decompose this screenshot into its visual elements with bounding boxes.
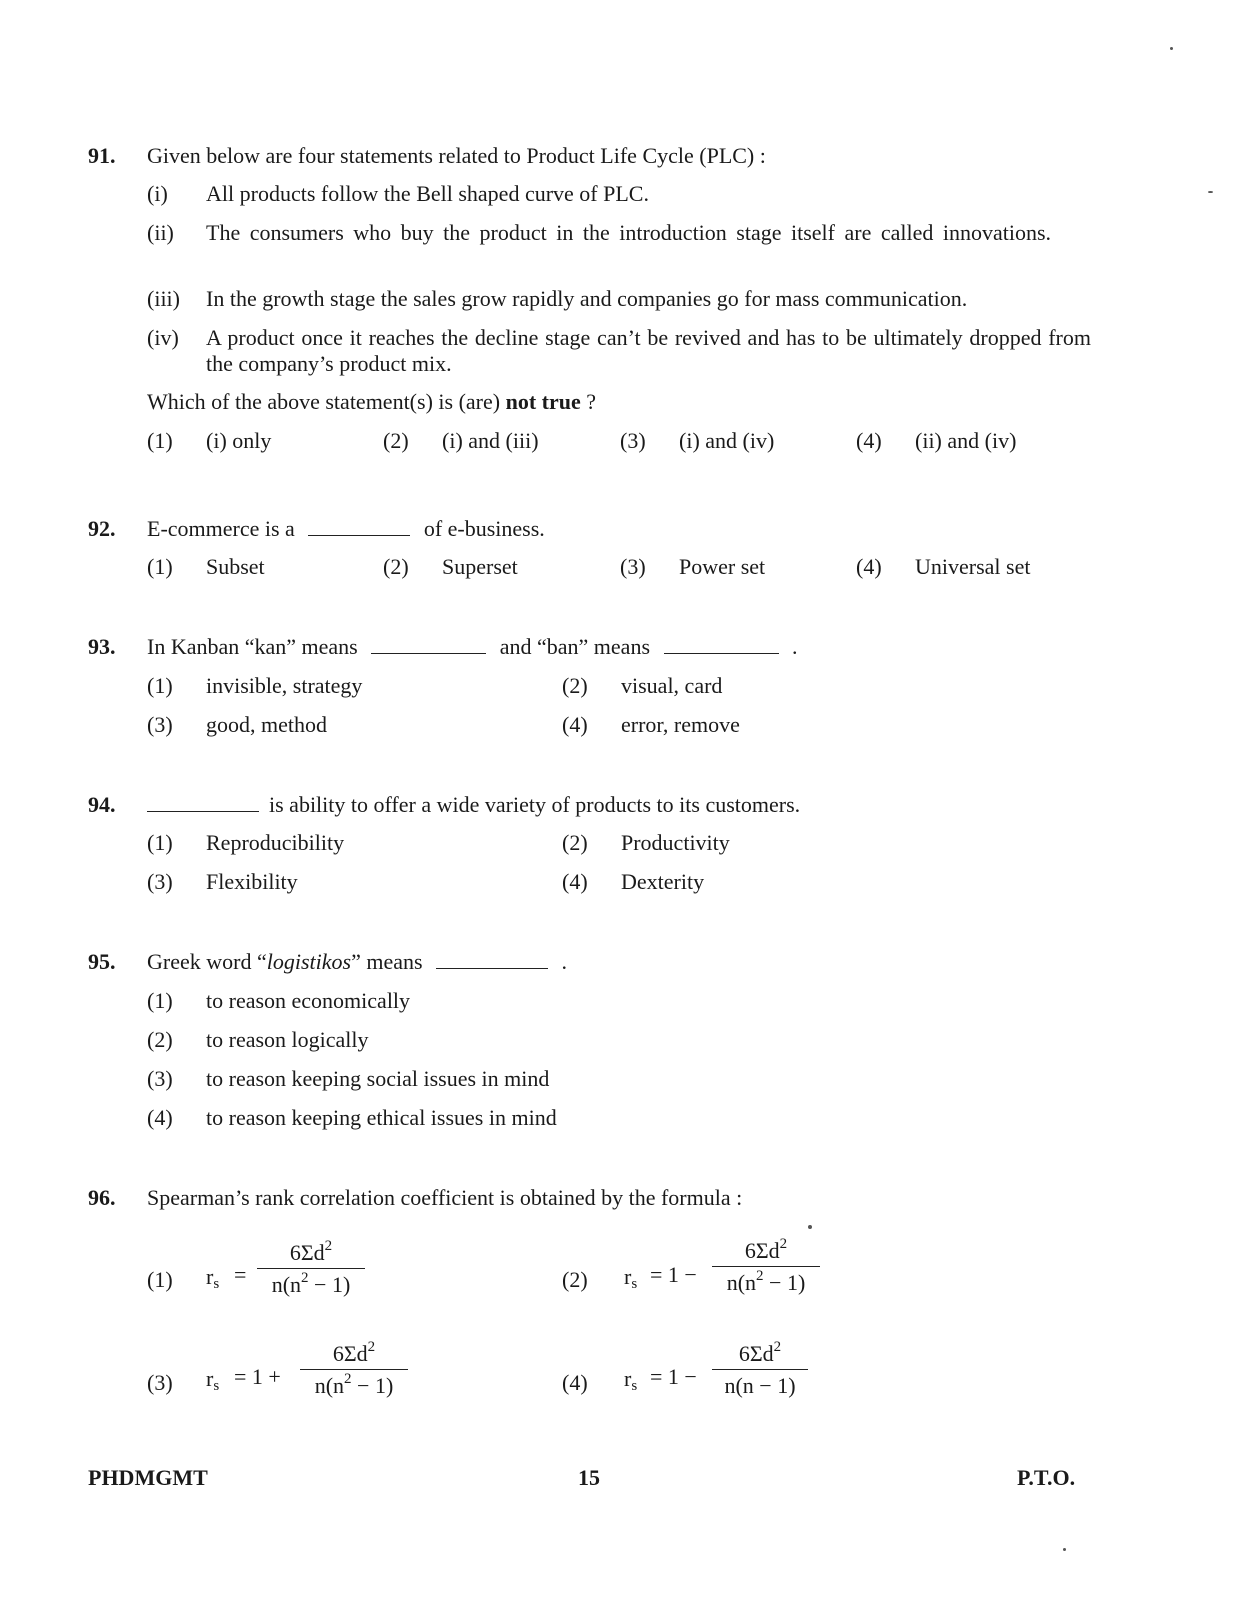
lhs-subscript: s bbox=[631, 1276, 638, 1292]
pto-note: P.T.O. bbox=[1017, 1465, 1076, 1490]
fraction-denominator bbox=[300, 1370, 408, 1399]
scan-speck bbox=[808, 1225, 812, 1229]
option-text: Dexterity bbox=[621, 869, 705, 894]
numerator-exponent: 2 bbox=[367, 1339, 376, 1355]
fraction-numerator bbox=[300, 1341, 408, 1370]
option-text: (i) and (iii) bbox=[442, 428, 539, 453]
question-text bbox=[147, 516, 1092, 542]
option-label: (1) bbox=[147, 1267, 173, 1292]
question-text: Given below are four statements related to Product Life Cycle (PLC) : bbox=[147, 143, 766, 168]
lhs-symbol: r bbox=[624, 1366, 632, 1391]
question-part: and “ban” means bbox=[499, 634, 651, 659]
option-label: (3) bbox=[620, 554, 646, 579]
denominator-text: − 1) bbox=[351, 1373, 394, 1398]
option-label: (1) bbox=[147, 428, 173, 453]
option-text: (ii) and (iv) bbox=[915, 428, 1017, 453]
denominator-exponent: 2 bbox=[301, 1270, 309, 1286]
denominator-text: − 1) bbox=[308, 1272, 351, 1297]
denominator-text: n(n bbox=[726, 1270, 757, 1295]
option-text: to reason keeping social issues in mind bbox=[206, 1066, 550, 1091]
lhs-subscript: s bbox=[631, 1378, 638, 1394]
question-italic: logistikos bbox=[266, 949, 352, 974]
option-label: (2) bbox=[562, 673, 588, 698]
numerator-exponent: 2 bbox=[324, 1238, 333, 1254]
formula-lhs bbox=[624, 1264, 637, 1290]
option-label: (1) bbox=[147, 988, 173, 1013]
lhs-subscript: s bbox=[213, 1378, 220, 1394]
numerator-text: 6Σd bbox=[744, 1238, 780, 1263]
question-number: 96. bbox=[88, 1185, 116, 1210]
option-label: (3) bbox=[147, 1066, 173, 1091]
scan-speck bbox=[1170, 47, 1173, 50]
formula-operator: = bbox=[234, 1262, 247, 1287]
lhs-symbol: r bbox=[206, 1264, 214, 1289]
option-label: (4) bbox=[147, 1105, 173, 1130]
statement-text: In the growth stage the sales grow rapidly and companies go for mass communication. bbox=[206, 286, 968, 311]
statement-label: (iii) bbox=[147, 286, 180, 311]
option-text: Subset bbox=[206, 554, 265, 579]
option-text: Power set bbox=[679, 554, 766, 579]
prompt-part: Which of the above statement(s) is (are) bbox=[147, 389, 506, 414]
numerator-exponent: 2 bbox=[779, 1236, 788, 1252]
question-number: 91. bbox=[88, 143, 116, 168]
question-number: 92. bbox=[88, 516, 116, 541]
option-text: error, remove bbox=[621, 712, 740, 737]
formula-lhs bbox=[624, 1366, 637, 1392]
formula-fraction bbox=[712, 1238, 820, 1296]
option-text: invisible, strategy bbox=[206, 673, 363, 698]
question-number: 93. bbox=[88, 634, 116, 659]
formula-operator: = 1 − bbox=[650, 1262, 697, 1287]
denominator-text: n(n bbox=[314, 1373, 345, 1398]
numerator-text: 6Σd bbox=[738, 1341, 774, 1366]
formula-operator: = 1 + bbox=[234, 1364, 281, 1389]
answer-blank bbox=[664, 635, 779, 654]
question-part: . bbox=[792, 634, 798, 659]
numerator-text: 6Σd bbox=[332, 1341, 368, 1366]
lhs-symbol: r bbox=[206, 1366, 214, 1391]
numerator-exponent: 2 bbox=[773, 1339, 782, 1355]
option-text: to reason keeping ethical issues in mind bbox=[206, 1105, 557, 1130]
question-text bbox=[147, 949, 1092, 975]
prompt-emphasis: not true bbox=[505, 389, 581, 414]
prompt-text bbox=[147, 389, 596, 415]
option-text: to reason economically bbox=[206, 988, 411, 1013]
option-label: (4) bbox=[856, 428, 882, 453]
option-label: (2) bbox=[562, 830, 588, 855]
answer-blank bbox=[147, 793, 259, 812]
option-text: Superset bbox=[442, 554, 518, 579]
lhs-subscript: s bbox=[213, 1276, 220, 1292]
option-label: (2) bbox=[383, 428, 409, 453]
question-text: Spearman’s rank correlation coefficient is obtained by the formula : bbox=[147, 1185, 743, 1210]
option-label: (1) bbox=[147, 673, 173, 698]
question-text bbox=[147, 634, 1092, 660]
option-text: (i) only bbox=[206, 428, 272, 453]
question-number: 95. bbox=[88, 949, 116, 974]
denominator-text: n(n − 1) bbox=[724, 1373, 796, 1398]
option-text: Productivity bbox=[621, 830, 730, 855]
scan-speck bbox=[1063, 1548, 1066, 1551]
option-text: Flexibility bbox=[206, 869, 298, 894]
answer-blank bbox=[371, 635, 486, 654]
fraction-numerator bbox=[712, 1341, 808, 1370]
option-text: good, method bbox=[206, 712, 327, 737]
answer-blank bbox=[436, 950, 548, 969]
prompt-part: ? bbox=[580, 389, 596, 414]
formula-lhs bbox=[206, 1366, 219, 1392]
page-number: 15 bbox=[578, 1465, 600, 1490]
statement-label: (i) bbox=[147, 181, 168, 206]
fraction-denominator bbox=[257, 1269, 365, 1298]
lhs-symbol: r bbox=[624, 1264, 632, 1289]
exam-code: PHDMGMT bbox=[88, 1465, 208, 1490]
statement-text: The consumers who buy the product in the introduction stage itself are called innovations. bbox=[206, 220, 1052, 245]
scan-speck bbox=[1208, 191, 1213, 193]
denominator-text: − 1) bbox=[763, 1270, 806, 1295]
denominator-text: n(n bbox=[271, 1272, 302, 1297]
fraction-denominator bbox=[712, 1370, 808, 1399]
option-text: visual, card bbox=[621, 673, 723, 698]
option-text: to reason logically bbox=[206, 1027, 369, 1052]
option-text: (i) and (iv) bbox=[679, 428, 775, 453]
answer-blank bbox=[308, 517, 410, 536]
statement-label: (ii) bbox=[147, 220, 174, 245]
option-label: (3) bbox=[147, 1370, 173, 1395]
option-label: (4) bbox=[856, 554, 882, 579]
statement-text: All products follow the Bell shaped curve of PLC. bbox=[206, 181, 649, 206]
formula-fraction bbox=[712, 1341, 808, 1399]
formula-operator: = 1 − bbox=[650, 1364, 697, 1389]
formula-fraction bbox=[257, 1240, 365, 1298]
option-label: (4) bbox=[562, 712, 588, 737]
option-label: (1) bbox=[147, 554, 173, 579]
option-label: (1) bbox=[147, 830, 173, 855]
question-part: ” means bbox=[351, 949, 423, 974]
question-text bbox=[147, 792, 1092, 818]
option-label: (2) bbox=[147, 1027, 173, 1052]
option-label: (2) bbox=[383, 554, 409, 579]
question-part: is ability to offer a wide variety of products to its customers. bbox=[269, 792, 801, 817]
denominator-exponent: 2 bbox=[756, 1268, 764, 1284]
statement-label: (iv) bbox=[147, 325, 179, 350]
fraction-denominator bbox=[712, 1267, 820, 1296]
fraction-numerator bbox=[257, 1240, 365, 1269]
option-label: (4) bbox=[562, 1370, 588, 1395]
option-label: (3) bbox=[620, 428, 646, 453]
option-label: (3) bbox=[147, 869, 173, 894]
question-part: . bbox=[561, 949, 568, 974]
question-number: 94. bbox=[88, 792, 116, 817]
denominator-exponent: 2 bbox=[344, 1371, 352, 1387]
option-label: (4) bbox=[562, 869, 588, 894]
question-part: In Kanban “kan” means bbox=[147, 634, 358, 659]
formula-lhs bbox=[206, 1264, 219, 1290]
question-part: Greek word “ bbox=[147, 949, 267, 974]
option-text: Universal set bbox=[915, 554, 1031, 579]
option-text: Reproducibility bbox=[206, 830, 345, 855]
numerator-text: 6Σd bbox=[289, 1240, 325, 1265]
fraction-numerator bbox=[712, 1238, 820, 1267]
statement-text: A product once it reaches the decline stage can’t be revived and has to be ultimately dropped from the company’s product mix. bbox=[206, 325, 1091, 376]
question-part: E-commerce is a bbox=[147, 516, 295, 541]
option-label: (3) bbox=[147, 712, 173, 737]
question-part: of e-business. bbox=[423, 516, 545, 541]
formula-fraction bbox=[300, 1341, 408, 1399]
option-label: (2) bbox=[562, 1267, 588, 1292]
